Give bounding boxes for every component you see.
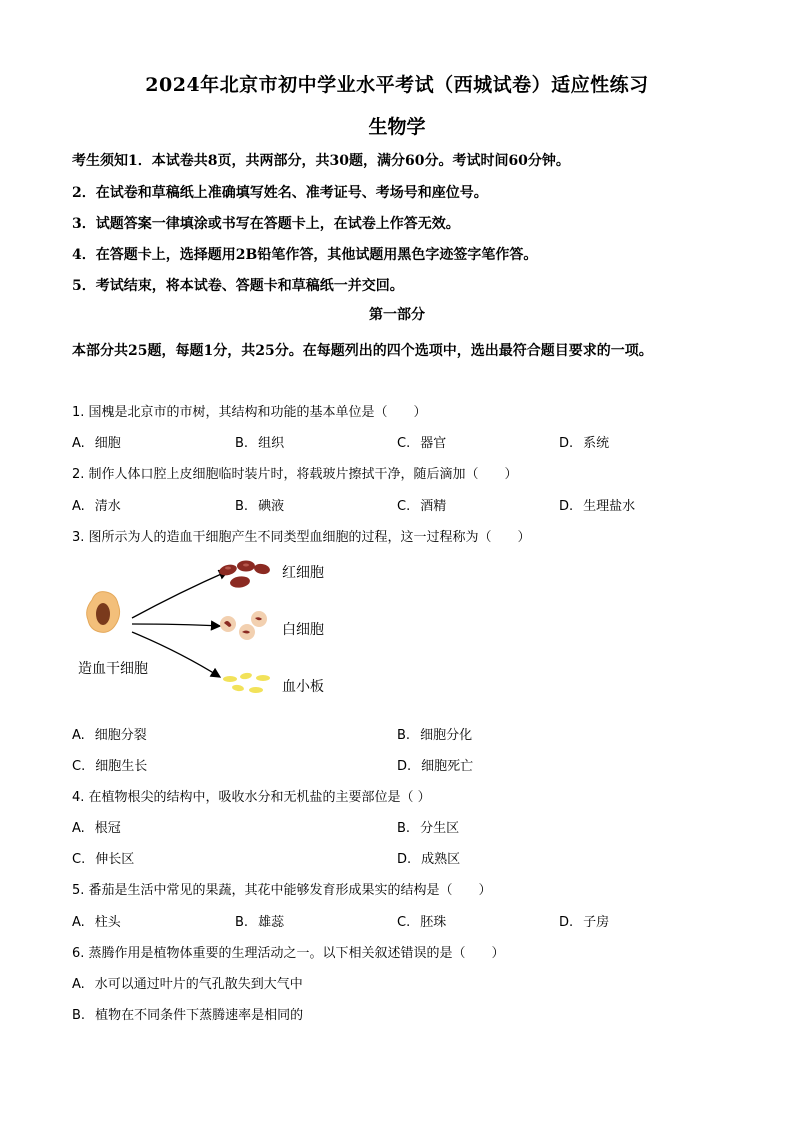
figure-label-platelets: 血小板 bbox=[282, 679, 324, 695]
q4-option-a[interactable] bbox=[72, 817, 121, 836]
option-text: 生理盐水 bbox=[583, 499, 636, 514]
option-key: B. bbox=[397, 728, 411, 743]
figure-label-white-cells: 白细胞 bbox=[282, 622, 324, 638]
option-key: B. bbox=[235, 499, 249, 514]
option-key: C. bbox=[397, 436, 411, 451]
option-text: 组织 bbox=[258, 436, 285, 451]
q4-option-d[interactable] bbox=[397, 848, 460, 867]
q2-option-a[interactable] bbox=[72, 495, 121, 514]
notice-line-5: 5．考试结束，将本试卷、答题卡和草稿纸一并交回。 bbox=[72, 278, 404, 294]
option-key: D. bbox=[397, 852, 412, 867]
option-text: 根冠 bbox=[94, 821, 121, 836]
arrow-to-white-cells bbox=[132, 624, 220, 626]
part-description: 本部分共25题，每题1分，共25分。在每题列出的四个选项中，选出最符合题目要求的一项。 bbox=[72, 343, 653, 359]
question-6-stem: 6. 蒸腾作用是植物体重要的生理活动之一。以下相关叙述错误的是（ ） bbox=[72, 946, 505, 961]
platelets-icon bbox=[223, 672, 270, 693]
q2-option-b[interactable] bbox=[235, 495, 284, 514]
option-text: 细胞分化 bbox=[420, 728, 473, 743]
question-3-stem: 3. 图所示为人的造血干细胞产生不同类型血细胞的过程，这一过程称为（ ） bbox=[72, 530, 531, 545]
q6-option-a[interactable] bbox=[72, 973, 303, 992]
q5-option-b[interactable] bbox=[235, 911, 284, 930]
option-key: D. bbox=[559, 915, 574, 930]
question-2-stem: 2. 制作人体口腔上皮细胞临时装片时，将载玻片擦拭干净，随后滴加（ ） bbox=[72, 467, 518, 482]
option-text: 柱头 bbox=[94, 915, 121, 930]
q5-option-d[interactable] bbox=[559, 911, 609, 930]
subject-title: 生物学 bbox=[368, 116, 426, 138]
option-text: 碘液 bbox=[258, 499, 285, 514]
option-text: 酒精 bbox=[420, 499, 447, 514]
q3-option-c[interactable] bbox=[72, 755, 147, 774]
red-blood-cells-icon bbox=[218, 561, 271, 589]
notice-line-3: 3．试题答案一律填涂或书写在答题卡上，在试卷上作答无效。 bbox=[72, 216, 460, 232]
q3-option-a[interactable] bbox=[72, 724, 147, 743]
option-key: B. bbox=[397, 821, 411, 836]
option-text: 胚珠 bbox=[420, 915, 447, 930]
q2-option-d[interactable] bbox=[559, 495, 635, 514]
option-text: 伸长区 bbox=[95, 852, 135, 867]
notice-line-1: 考生须知1．本试卷共8页，共两部分，共30题，满分60分。考试时间60分钟。 bbox=[72, 153, 570, 169]
notice-line-2: 2．在试卷和草稿纸上准确填写姓名、准考证号、考场号和座位号。 bbox=[72, 185, 488, 201]
q3-option-b[interactable] bbox=[397, 724, 472, 743]
arrow-to-red-cells bbox=[132, 571, 228, 618]
option-text: 器官 bbox=[420, 436, 447, 451]
option-text: 成熟区 bbox=[421, 852, 461, 867]
option-text: 子房 bbox=[583, 915, 610, 930]
option-text: 细胞死亡 bbox=[421, 759, 474, 774]
q6-option-b[interactable] bbox=[72, 1004, 303, 1023]
option-key: A. bbox=[72, 499, 85, 514]
option-key: B. bbox=[235, 915, 249, 930]
q1-option-c[interactable] bbox=[397, 432, 446, 451]
option-key: A. bbox=[72, 436, 85, 451]
option-text: 雄蕊 bbox=[258, 915, 285, 930]
blood-cell-differentiation-figure bbox=[70, 552, 280, 702]
part-title: 第一部分 bbox=[369, 307, 425, 323]
option-key: C. bbox=[397, 499, 411, 514]
option-text: 清水 bbox=[94, 499, 121, 514]
q4-option-c[interactable] bbox=[72, 848, 134, 867]
q2-option-c[interactable] bbox=[397, 495, 446, 514]
option-key: C. bbox=[397, 915, 411, 930]
white-blood-cells-icon bbox=[220, 611, 267, 640]
option-text: 植物在不同条件下蒸腾速率是相同的 bbox=[95, 1008, 304, 1023]
option-text: 系统 bbox=[583, 436, 610, 451]
q5-option-a[interactable] bbox=[72, 911, 121, 930]
q1-option-b[interactable] bbox=[235, 432, 284, 451]
q4-option-b[interactable] bbox=[397, 817, 459, 836]
option-key: A. bbox=[72, 728, 85, 743]
option-key: A. bbox=[72, 915, 85, 930]
exam-title: 2024年北京市初中学业水平考试（西城试卷）适应性练习 bbox=[145, 74, 649, 96]
figure-label-stem-cell: 造血干细胞 bbox=[78, 661, 148, 677]
option-key: D. bbox=[559, 499, 574, 514]
q5-option-c[interactable] bbox=[397, 911, 446, 930]
option-text: 水可以通过叶片的气孔散失到大气中 bbox=[94, 977, 303, 992]
option-key: B. bbox=[72, 1008, 86, 1023]
option-text: 细胞 bbox=[94, 436, 121, 451]
stem-cell-icon bbox=[87, 592, 120, 633]
option-key: D. bbox=[397, 759, 412, 774]
option-text: 细胞生长 bbox=[95, 759, 148, 774]
option-key: B. bbox=[235, 436, 249, 451]
figure-label-red-cells: 红细胞 bbox=[282, 565, 324, 581]
option-text: 分生区 bbox=[420, 821, 460, 836]
question-5-stem: 5. 番茄是生活中常见的果蔬，其花中能够发育形成果实的结构是（ ） bbox=[72, 883, 492, 898]
option-key: C. bbox=[72, 759, 86, 774]
option-text: 细胞分裂 bbox=[94, 728, 147, 743]
q3-option-d[interactable] bbox=[397, 755, 473, 774]
question-4-stem: 4. 在植物根尖的结构中，吸收水分和无机盐的主要部位是（ ） bbox=[72, 790, 431, 805]
option-key: D. bbox=[559, 436, 574, 451]
notice-line-4: 4．在答题卡上，选择题用2B铅笔作答，其他试题用黑色字迹签字笔作答。 bbox=[72, 247, 538, 263]
option-key: C. bbox=[72, 852, 86, 867]
option-key: A. bbox=[72, 821, 85, 836]
option-key: A. bbox=[72, 977, 85, 992]
q1-option-a[interactable] bbox=[72, 432, 121, 451]
question-1-stem: 1. 国槐是北京市的市树，其结构和功能的基本单位是（ ） bbox=[72, 405, 427, 420]
q1-option-d[interactable] bbox=[559, 432, 609, 451]
